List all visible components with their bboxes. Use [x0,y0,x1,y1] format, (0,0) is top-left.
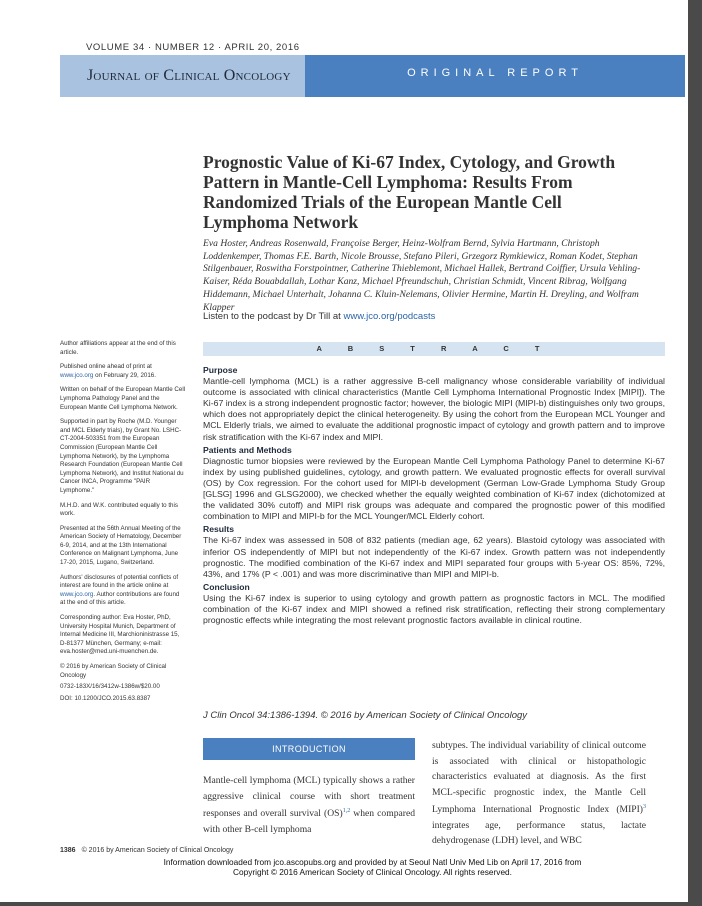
published-link[interactable]: www.jco.org [60,371,94,379]
published-note [60,363,186,380]
article-title: Prognostic Value of Ki-67 Index, Cytology, and Growth Pattern in Mantle-Cell Lymphoma: Results From Randomized Trials of the European Mantle Cell Lymphoma Network [203,152,616,232]
page-footer [60,847,233,854]
purpose-heading: Purpose [203,365,238,375]
sidebar-copyright: © 2016 by American Society of Clinical Oncology [60,663,167,679]
issue-meta: VOLUME 34 · NUMBER 12 · APRIL 20, 2016 [86,42,300,53]
doi: DOI: 10.1200/JCO.2015.63.8387 [60,694,151,702]
support-note: Supported in part by Roche (M.D. Younger and MCL Elderly trials), by Grant No. LSHC-CT-2004-503351 from the European Commission (European Mantle Cell Lymphoma Network), by the Lymphoma Research Foundation (European Mantle Cell Lymphoma Network), and Institut National du Cancer INCA, Programme "PAIR Lymphome." [60,418,184,494]
podcast-line [203,311,435,322]
patients-methods-heading: Patients and Methods [203,444,292,455]
body-column-left [203,773,415,837]
download-notice [60,857,685,877]
journal-name: Journal of Clinical Oncology [87,67,291,84]
intro-text-right-continued: integrates age, performance status, lactate dehydrogenase (LDH) level, and WBC [432,819,646,847]
disclosures-prefix: Authors' disclosures of potential conflicts of interest are found in the article online at [60,573,179,590]
published-prefix: Published online ahead of print at [60,363,152,371]
affiliations-note: Author affiliations appear at the end of this article. [60,340,176,356]
written-on-behalf-note: Written on behalf of the European Mantle Cell Lymphoma Pathology Panel and the European Mantle Cell Lymphoma Network. [60,386,186,411]
download-line-1: Information downloaded from jco.ascopubs.org and provided by at Seoul Natl Univ Med Lib on April 17, 2016 from [163,857,582,867]
purpose-text: Mantle-cell lymphoma (MCL) is a rather aggressive B-cell malignancy whose considerable variability of individual outcome is associated with clinical characteristics (Mantle Cell Lymphoma International Prognostic Index [MIPI]). The Ki-67 index is a strong independent prognostic factor; however, the biologic MIPI (MIPI-b) distinguishes only two groups, which does not appropriately depict the clinical heterogeneity. By using the cohort from the European MCL Younger and MCL Elderly trials, we aimed to evaluate the additional prognostic impact of cytology and growth pattern and to improve risk stratification with the Ki-67 index and MIPI. [203,376,665,442]
conclusion-heading: Conclusion [203,581,250,592]
published-suffix: on February 29, 2016. [93,371,156,379]
podcast-link[interactable]: www.jco.org/podcasts [343,311,436,322]
article-sidebar [60,340,186,709]
conclusion-text: Using the Ki-67 index is superior to using cytology and growth pattern as prognostic factors in MCL. The modified combination of the Ki-67 index and MIPI showed a refined risk stratification, reflecting their strong complementary prognostic effects while integrating the most relevant prognostic factors available in clinical routine. [203,592,665,626]
disclosures-link[interactable]: www.jco.org [60,590,94,598]
corresponding-author-note: Corresponding author: Eva Hoster, PhD, University Hospital Munich, Department of Internal Medicine III, Marchioninistrasse 15, D-81377 München, Germany; e-mail: eva.hoster@med.uni-muenchen.de. [60,614,180,656]
article-type: ORIGINAL REPORT [407,67,583,79]
abstract-label: A B S T R A C T [316,344,552,353]
page-number: 1386 [60,847,76,854]
podcast-text: Listen to the podcast by Dr Till at [203,311,344,322]
results-heading: Results [203,524,235,535]
disclosures-note [60,574,186,608]
introduction-heading: INTRODUCTION [272,744,346,754]
abstract [203,364,665,628]
body-column-right [432,738,646,849]
patients-methods-text: Diagnostic tumor biopsies were reviewed by the European Mantle Cell Lymphoma Pathology Panel to determine Ki-67 index by using published guidelines, cytology, and growth pattern. We evaluated prognostic effects for overall survival (OS) by Cox regression. For the cohort used for MIPI-b development (German Low-Grade Lymphoma Study Group [GLSG] 1996 and GLSG2000), we checked whether the equally weighted combination of Ki-67 index (dichotomized at the validated 30% cutoff) and MIPI risk groups was adequate and compared the prognostic power of this modified combination to MIPI and MIPI-b for the MCL Younger/MCL Elderly cohort. [203,455,665,522]
reference-link[interactable]: 3 [643,804,646,810]
intro-text-left-continued: when compared with other B-cell lymphoma [203,808,415,835]
citation: J Clin Oncol 34:1386-1394. © 2016 by American Society of Clinical Oncology [203,710,528,721]
author-list: Eva Hoster, Andreas Rosenwald, Françoise Berger, Heinz-Wolfram Bernd, Sylvia Hartmann, Christoph Loddenkemper, Thomas F.E. Barth, Nicole Brousse, Stefano Pileri, Grzegorz Rymkiewicz, Roman Kodet, Stephan Stilgenbauer, Roswitha Forstpointner, Catherine Thieblemont, Michael Hallek, Bertrand Coiffier, Ursula Vehling-Kaiser, Réda Bouabdallah, Lothar Kanz, Michael Pfreundschuh, Christian Schmidt, Vincent Ribrag, Wolfgang Hiddemann, Michael Unterhalt, Johanna C. Kluin-Nelemans, Olivier Hermine, Martin H. Dreyling, and Wolfram Klapper [203,238,641,313]
download-line-2: Copyright © 2016 American Society of Clinical Oncology. All rights reserved. [233,867,512,877]
presented-note: Presented at the 56th Annual Meeting of the American Society of Hematology, December 6-9, 2014, and at the 13th International Conference on Malignant Lymphoma, June 17-20, 2015, Lugano, Switzerland. [60,524,182,567]
intro-text-right: subtypes. The individual variability of clinical outcome is associated with clinical or histopathologic characteristics evaluated at diagnosis. As the first MCL-specific prognostic index, the Mantle Cell Lymphoma International Prognostic Index (MIPI) [432,740,646,816]
results-text: The Ki-67 index was assessed in 508 of 832 patients (median age, 62 years). Blastoid cytology was associated with inferior OS independently of MIPI but not independently of the Ki-67 index. Growth pattern was not independently prognostic. The modified combination of the Ki-67 index and MIPI separated four groups with 5-year OS: 85%, 72%, 43%, and 17% (P < .001) and was more discriminative than MIPI and MIPI-b. [203,535,665,579]
issn: 0732-183X/16/3412w-1386w/$20.00 [60,683,160,691]
disclosures-suffix: . Author contributions are found at the end of this article. [60,590,180,607]
footer-copyright: © 2016 by American Society of Clinical Oncology [81,847,234,854]
equal-contribution-note: M.H.D. and W.K. contributed equally to this work. [60,501,178,518]
intro-text-left: Mantle-cell lymphoma (MCL) typically shows a rather aggressive clinical course with short treatment responses and overall survival (OS) [203,775,415,820]
reference-link[interactable]: 1,2 [342,808,351,814]
